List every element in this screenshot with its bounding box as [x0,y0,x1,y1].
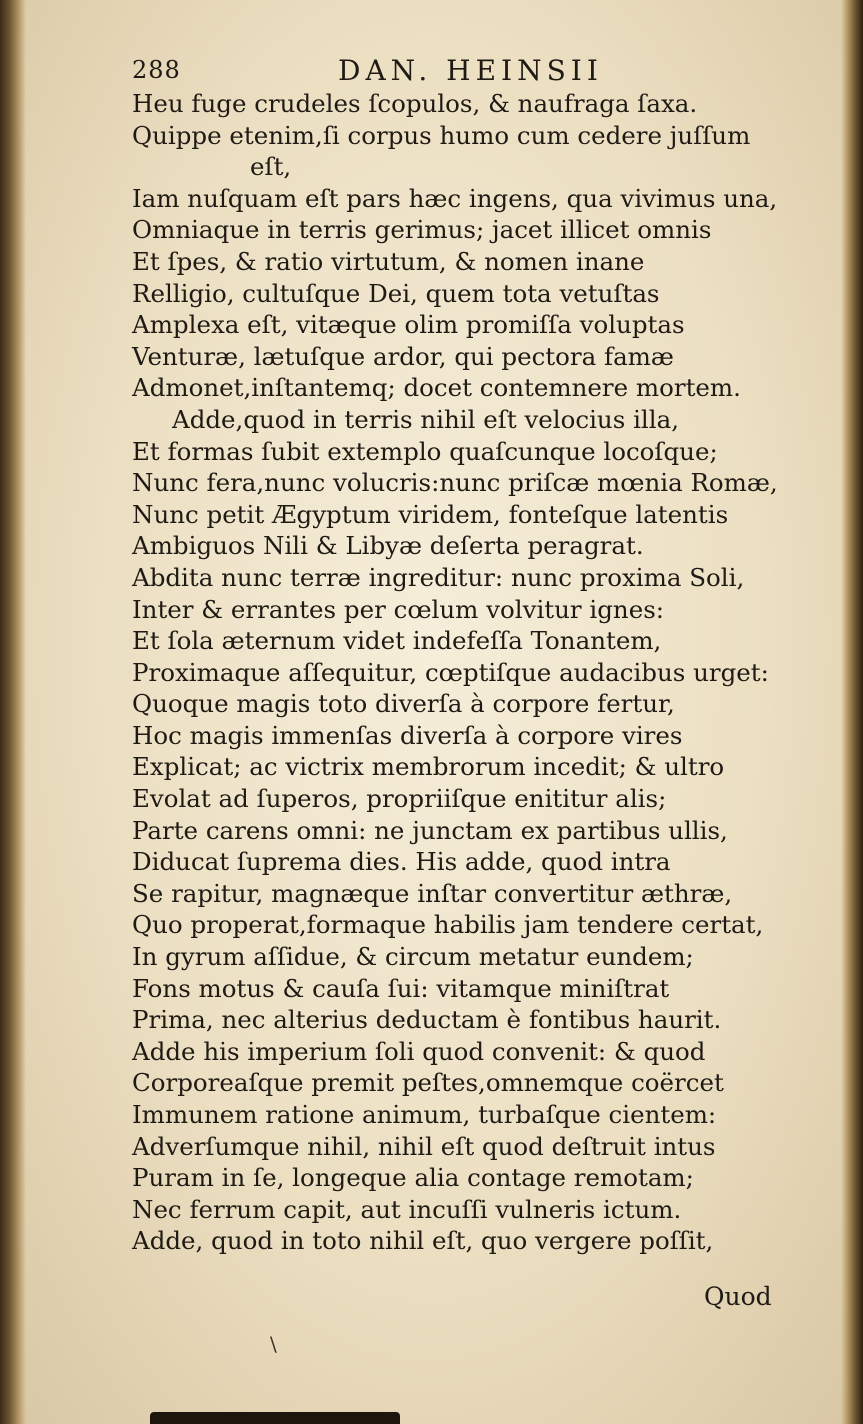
verse-line: Parte carens omni: ne junctam ex partibus ullis, [132,815,728,845]
verse-line: Inter & errantes per cœlum volvitur ignes: [132,594,665,624]
verse-line: Adde his imperium ſoli quod convenit: & quod [132,1036,706,1066]
page-header [132,56,732,90]
verse-line: Nunc petit Ægyptum viridem, fonteſque latentis [132,499,729,529]
verse-line: Adverſumque nihil, nihil eſt quod deſtruit intus [132,1131,716,1161]
bottom-edge-shadow [150,1412,400,1424]
verse-line: Iam nuſquam eſt pars hæc ingens, qua vivimus una, [132,183,778,213]
verse-line-paragraph-start: Adde,quod in terris nihil eſt velocius illa, [172,404,679,434]
verse-line: Proximaque aſſequitur, cœptiſque audacibus urget: [132,657,769,687]
verse-line: Et formas ſubit extemplo quaſcunque locoſque; [132,436,718,466]
verse-text [132,88,792,1257]
verse-line: Admonet,inſtantemq; docet contemnere mortem. [132,373,741,403]
verse-line: Relligio, cultuſque Dei, quem tota vetuſtas [132,278,660,308]
verse-line: Quippe etenim,ſi corpus humo cum cedere juſſum [132,120,751,150]
verse-line: Diducat ſuprema dies. His adde, quod intra [132,847,671,877]
page-number: 288 [132,56,181,84]
verse-line: Fons motus & cauſa ſui: vitamque miniſtrat [132,973,670,1003]
verse-line: Corporeaſque premit peſtes,omnemque coërcet [132,1068,724,1098]
verse-line: Et ſpes, & ratio virtutum, & nomen inane [132,246,645,276]
verse-line: Nec ferrum capit, aut incuſſi vulneris ictum. [132,1194,682,1224]
verse-line: Adde, quod in toto nihil eſt, quo vergere poſſit, [132,1226,714,1256]
verse-line: Heu fuge crudeles ſcopulos, & naufraga ſaxa. [132,89,698,118]
verse-line: Explicat; ac victrix membrorum incedit; & ultro [132,752,725,782]
verse-line: Abdita nunc terræ ingreditur: nunc proxima Soli, [132,562,745,592]
verse-line: Quo properat,formaque habilis jam tendere certat, [132,910,764,940]
verse-line: Prima, nec alterius deductam è fontibus haurit. [132,1005,722,1035]
verse-line: Quoque magis toto diverſa à corpore fertur, [132,689,675,719]
verse-line: Venturæ, lætuſque ardor, qui pectora famæ [132,341,674,371]
verse-line: Evolat ad ſuperos, propriiſque enititur alis; [132,784,667,814]
page-edge [841,0,863,1424]
verse-line: Se rapitur, magnæque inſtar convertitur æthræ, [132,878,733,908]
verse-line: Puram in ſe, longeque alia contage remotam; [132,1163,694,1193]
verse-line: Immunem ratione animum, turbaſque cientem: [132,1100,717,1129]
verse-line: Omniaque in terris gerimus; jacet illicet omnis [132,215,712,245]
verse-line: Amplexa eſt, vitæque olim promiſſa voluptas [132,310,685,340]
catchword: Quod [704,1282,772,1311]
stray-ink-mark: \ [270,1332,277,1356]
verse-line: In gyrum aſſidue, & circum metatur eundem; [132,942,694,972]
verse-line: Et ſola æternum videt indefeſſa Tonantem, [132,626,662,656]
running-head: DAN. HEINSII [338,54,603,87]
verse-line-turnover: eſt, [250,152,292,182]
verse-line: Ambiguos Nili & Libyæ deſerta peragrat. [132,531,644,561]
binding-gutter [0,0,26,1424]
verse-line: Hoc magis immenſas diverſa à corpore vires [132,720,683,750]
verse-line: Nunc fera,nunc volucris:nunc priſcæ mœnia Romæ, [132,468,778,498]
